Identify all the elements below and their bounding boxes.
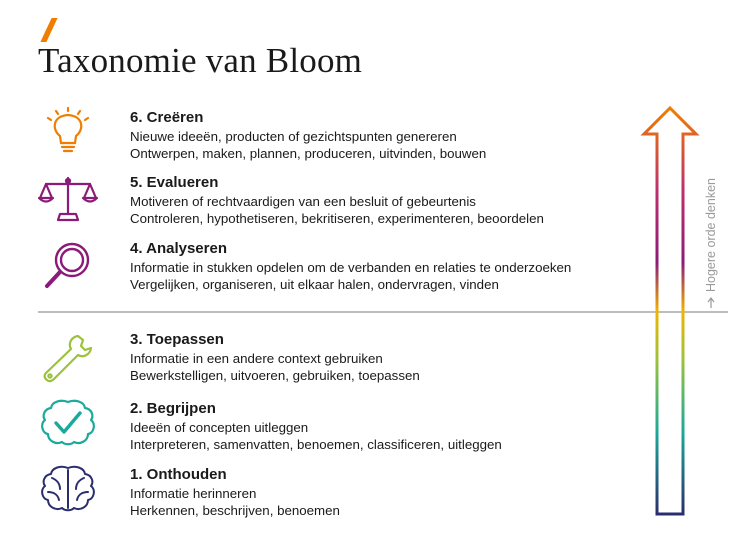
side-label-text: Hogere orde denken — [704, 178, 718, 292]
level-description: Informatie in een andere context gebruiken — [130, 351, 383, 366]
level-analyseren — [130, 240, 571, 293]
divider-line — [38, 311, 728, 313]
level-verbs: Vergelijken, organiseren, uit elkaar halen, ondervragen, vinden — [130, 277, 499, 292]
level-heading: 4. Analyseren — [130, 240, 227, 257]
level-heading: 1. Onthouden — [130, 466, 227, 483]
brain-check-icon — [38, 398, 98, 448]
level-description: Informatie herinneren — [130, 486, 257, 501]
level-description: Ideeën of concepten uitleggen — [130, 420, 309, 435]
level-heading: 3. Toepassen — [130, 331, 224, 348]
level-heading: 5. Evalueren — [130, 174, 219, 191]
level-description: Informatie in stukken opdelen om de verbanden en relaties te onderzoeken — [130, 260, 572, 275]
level-heading: 2. Begrijpen — [130, 400, 216, 417]
level-heading: 6. Creëren — [130, 109, 204, 126]
scales-icon — [38, 174, 98, 224]
level-verbs: Ontwerpen, maken, plannen, produceren, uitvinden, bouwen — [130, 146, 487, 161]
brand-slash — [40, 18, 57, 42]
level-description: Nieuwe ideeën, producten of gezichtspunten genereren — [130, 129, 457, 144]
level-onthouden — [130, 466, 340, 519]
level-verbs: Interpreteren, samenvatten, benoemen, classificeren, uitleggen — [130, 437, 502, 452]
level-description: Motiveren of rechtvaardigen van een besluit of gebeurtenis — [130, 194, 476, 209]
level-verbs: Controleren, hypothetiseren, bekritiseren, experimenteren, beoordelen — [130, 211, 544, 226]
level-verbs: Herkennen, beschrijven, benoemen — [130, 503, 340, 518]
page-title: Taxonomie van Bloom — [38, 41, 363, 80]
level-toepassen — [130, 331, 420, 384]
wrench-icon — [38, 333, 98, 383]
level-creeren — [130, 109, 486, 162]
side-label — [668, 128, 748, 308]
level-evalueren — [130, 174, 544, 227]
level-verbs: Bewerkstelligen, uitvoeren, gebruiken, toepassen — [130, 368, 420, 383]
lightbulb-icon — [38, 106, 98, 156]
magnifier-icon — [38, 240, 98, 290]
brain-icon — [38, 464, 98, 514]
level-begrijpen — [130, 400, 502, 453]
